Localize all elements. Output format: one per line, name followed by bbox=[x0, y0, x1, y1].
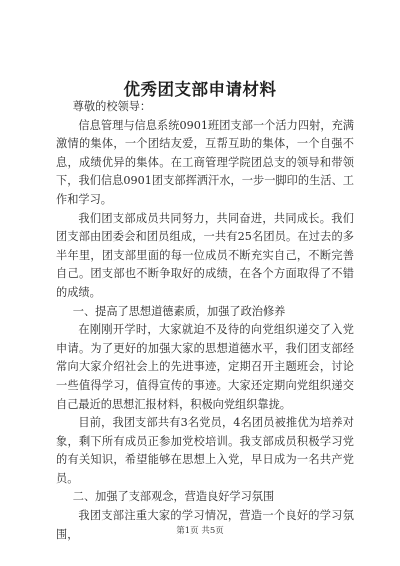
section-heading: 二、加强了支部观念，营造良好学习氛围 bbox=[72, 490, 275, 504]
paragraph: 信息管理与信息系统0901班团支部一个活力四射，充满激情的集体，一个团结友爱，互帮互助的集体，一个自强不息，成绩优异的集体。在工商管理学院团总支的领导和带领下，我们信息0901团支部挥洒汗水，一步一脚印的生活、工作和学习。 bbox=[56, 118, 354, 206]
paragraph: 我们团支部成员共同努力，共同奋进，共同成长。我们团支部由团委会和团员组成，一共有25名团员。在过去的多半年里，团支部里面的每一位成员不断充实自己，不断完善自己。团支部也不断争取好的成绩，在各个方面取得了不错的成绩。 bbox=[56, 211, 354, 299]
paragraph: 目前，我团支部共有3名党员，4名团员被推优为培养对象，剩下所有成员正参加党校培训。我支部成员积极学习党的有关知识，希望能够在思想上入党，早日成为一名共产党员。 bbox=[56, 416, 354, 485]
page-number: 第1页 共5页 bbox=[176, 526, 224, 536]
salutation: 尊敬的校领导： bbox=[72, 100, 152, 113]
document-body bbox=[56, 98, 354, 544]
page-title: 优秀团支部申请材料 bbox=[123, 80, 277, 99]
section-heading: 一、提高了思想道德素质，加强了政治修养 bbox=[72, 304, 286, 318]
paragraph: 我团支部注重大家的学习情况，营造一个良好的学习氛围， bbox=[56, 509, 354, 541]
paragraph: 在刚刚开学时，大家就迫不及待的向党组织递交了入党申请。为了更好的加强大家的思想道德水平，我们团支部经常向大家介绍社会上的先进事迹，定期召开主题班会，讨论一些值得学习，值得宣传的事迹。大家还定期向党组织递交自己最近的思想汇报材料，积极向党组织靠拢。 bbox=[56, 323, 354, 411]
